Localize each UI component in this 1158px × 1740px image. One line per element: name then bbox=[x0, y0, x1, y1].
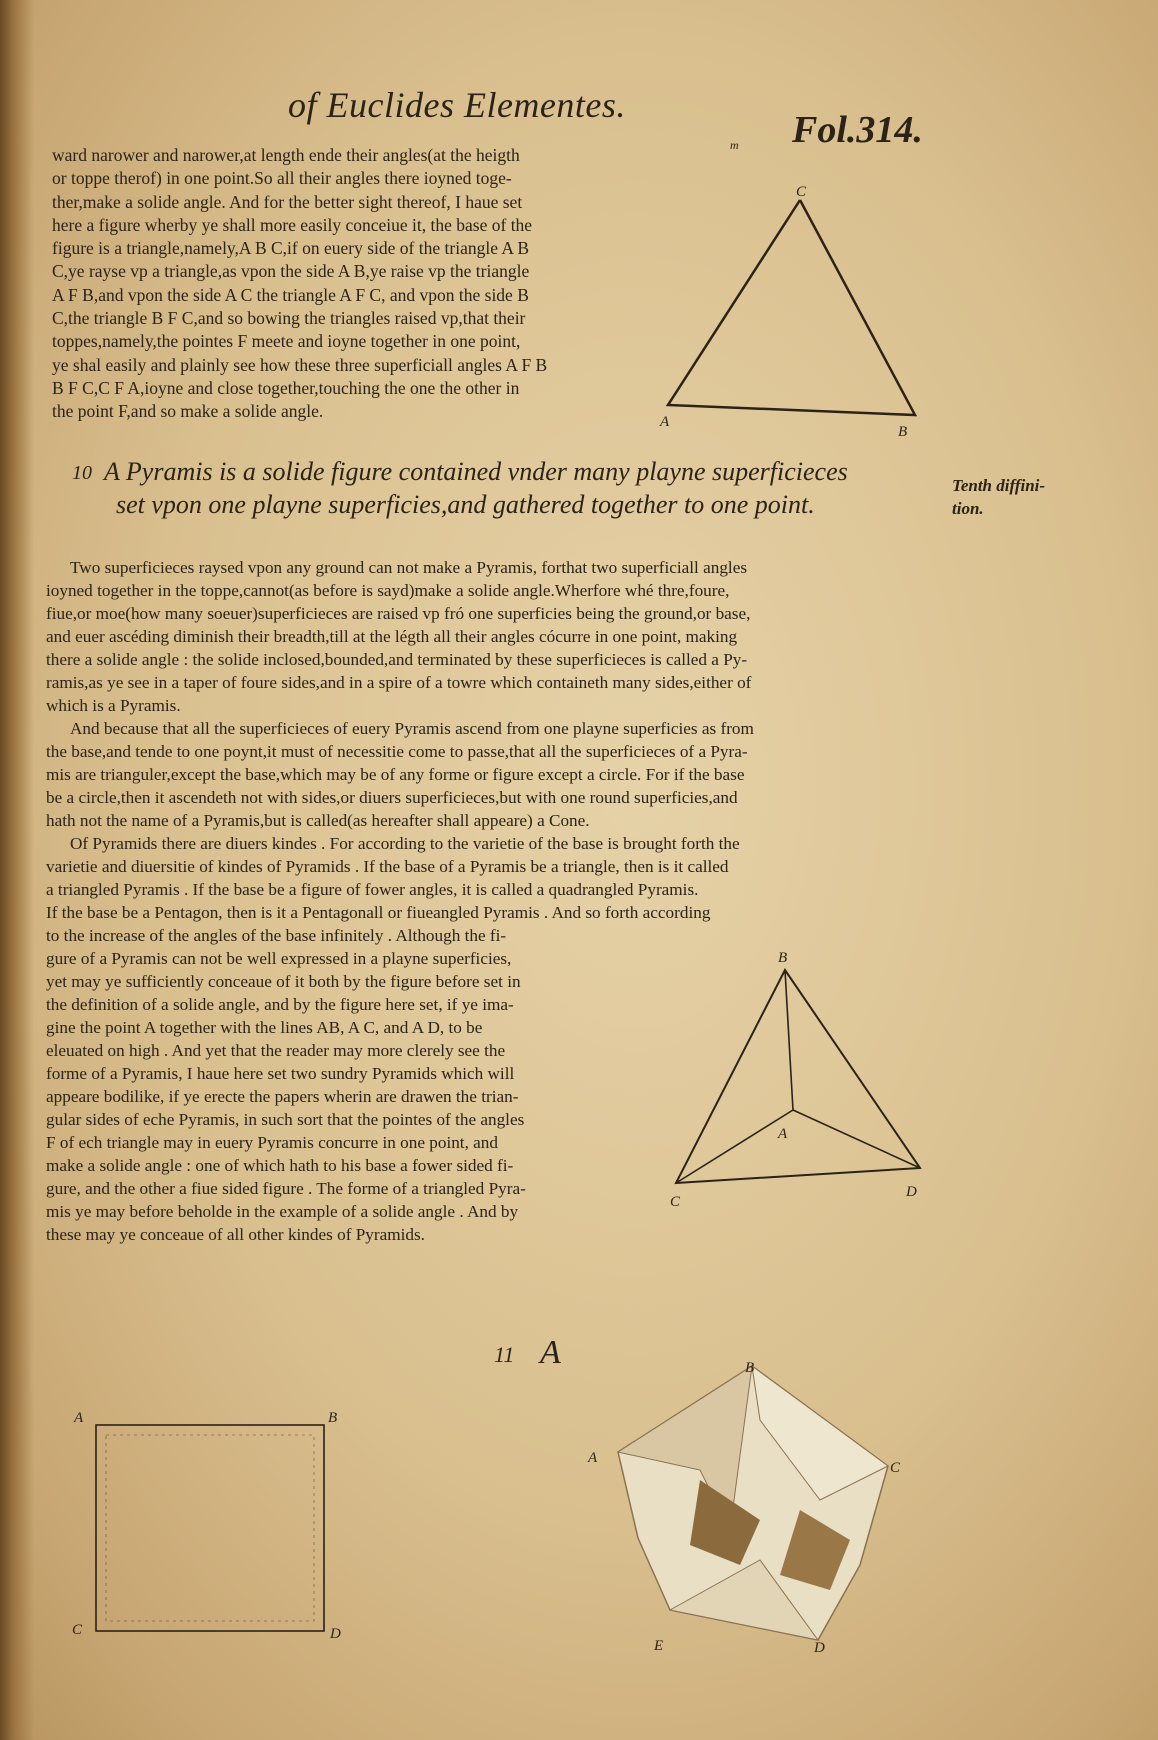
running-head: of Euclides Elementes. bbox=[288, 85, 626, 125]
text-line: ramis,as ye see in a taper of foure sides,and in a spire of a towre which containeth many sides,either of bbox=[46, 673, 752, 692]
text-line: a triangled Pyramis . If the base be a figure of fower angles, it is called a quadrangled Pyramis. bbox=[46, 880, 699, 899]
text-line: gular sides of eche Pyramis, in such sort that the pointes of the angles bbox=[46, 1110, 525, 1129]
text-line: hath not the name of a Pyramis,but is called(as hereafter shall appeare) a Cone. bbox=[46, 811, 590, 830]
figure2-label-center: A bbox=[778, 1126, 788, 1142]
text-line: forme of a Pyramis, I haue here set two sundry Pyramids which will bbox=[46, 1064, 515, 1083]
margin-note-line: tion. bbox=[952, 499, 984, 518]
figure4-label-bottom-left: E bbox=[654, 1638, 664, 1654]
text-line: B F C,C F A,ioyne and close together,touching the one the other in bbox=[52, 377, 520, 398]
text-line: mis ye may before beholde in the example of a solide angle . And by bbox=[46, 1202, 519, 1221]
figure3-label-tl: A bbox=[74, 1410, 84, 1426]
text-line: to the increase of the angles of the base infinitely . Although the fi- bbox=[46, 926, 507, 945]
text-line: Of Pyramids there are diuers kindes . For according to the varietie of the base is brought forth the bbox=[70, 834, 740, 853]
text-line: appeare bodilike, if ye erecte the papers wherin are drawen the trian- bbox=[46, 1087, 519, 1106]
definition-line: set vpon one playne superficies,and gathered together to one point. bbox=[116, 490, 815, 519]
figure3-label-br: D bbox=[330, 1626, 341, 1642]
margin-note-line: Tenth diffini- bbox=[952, 476, 1046, 495]
definition-11-number: 11 bbox=[494, 1342, 515, 1367]
text-line: or toppe therof) in one point.So all their angles there ioyned toge- bbox=[52, 168, 512, 189]
definition-line: A Pyramis is a solide figure contained vnder many playne superficieces bbox=[104, 457, 848, 486]
text-line: yet may ye sufficiently conceaue of it both by the figure before set in bbox=[46, 972, 521, 991]
text-line: If the base be a Pentagon, then is it a Pentagonall or fiueangled Pyramis . And so forth according bbox=[46, 903, 711, 922]
text-line: A F B,and vpon the side A C the triangle A F C, and vpon the side B bbox=[52, 284, 529, 305]
text-line: gine the point A together with the lines AB, A C, and A D, to be bbox=[46, 1018, 483, 1037]
text-line: gure of a Pyramis can not be well expressed in a playne superficies, bbox=[46, 949, 512, 968]
figure1-label-left: A bbox=[660, 414, 670, 430]
text-line: fiue,or moe(how many soeuer)superficieces are raised vp fró one superficies being the ground,or base, bbox=[46, 604, 751, 623]
text-line: ye shal easily and plainly see how these three superficiall angles A F B bbox=[52, 354, 548, 375]
definition-number: 10 bbox=[72, 462, 92, 484]
text-line: here a figure wherby ye shall more easily conceiue it, the base of the bbox=[52, 214, 533, 235]
text-line: ward narower and narower,at length ende their angles(at the heigth bbox=[52, 145, 520, 165]
figure2-label-left: C bbox=[670, 1194, 681, 1210]
text-line: toppes,namely,the pointes F meete and ioyne together in one point, bbox=[52, 331, 521, 352]
text-line: ioyned together in the toppe,cannot(as before is sayd)make a solide angle.Wherfore whé thre,foure, bbox=[46, 581, 730, 600]
figure4-label-left: A bbox=[588, 1450, 598, 1466]
text-line: the point F,and so make a solide angle. bbox=[52, 401, 324, 422]
text-line: figure is a triangle,namely,A B C,if on euery side of the triangle A B bbox=[52, 238, 530, 259]
figure4-label-bottom: D bbox=[814, 1640, 825, 1656]
text-line: Two superficieces raysed vpon any ground can not make a Pyramis, forthat two superficiall angles bbox=[70, 558, 748, 577]
text-line: C,ye rayse vp a triangle,as vpon the side A B,ye raise vp the triangle bbox=[52, 261, 530, 282]
text-line: gure, and the other a fiue sided figure . The forme of a triangled Pyra- bbox=[46, 1179, 526, 1198]
figure4-label-top: B bbox=[745, 1360, 755, 1376]
text-line: the definition of a solide angle, and by the figure here set, if ye ima- bbox=[46, 995, 514, 1014]
text-line: be a circle,then it ascendeth not with sides,or diuers superficieces,but with one round superficies,and bbox=[46, 788, 738, 807]
text-line: the base,and tende to one poynt,it must of necessitie come to passe,that all the superficieces of a Pyra- bbox=[46, 742, 748, 761]
corner-mark: m bbox=[730, 138, 739, 152]
definition-11-initial: A bbox=[540, 1334, 561, 1371]
text-line: And because that all the superficieces of euery Pyramis ascend from one playne superficies as from bbox=[70, 719, 754, 738]
text-line: there a solide angle : the solide inclosed,bounded,and terminated by these superficieces is called a Py- bbox=[46, 650, 748, 669]
text-line: mis are trianguler,except the base,which may be of any forme or figure except a circle. For if the base bbox=[46, 765, 745, 784]
text-line: C,the triangle B F C,and so bowing the triangles raised vp,that their bbox=[52, 308, 526, 329]
figure1-label-top: C bbox=[796, 184, 807, 200]
text-line: make a solide angle : one of which hath to his base a fower sided fi- bbox=[46, 1156, 514, 1175]
text-line: F of ech triangle may in euery Pyramis concurre in one point, and bbox=[46, 1133, 498, 1152]
text-line: these may ye conceaue of all other kindes of Pyramids. bbox=[46, 1225, 425, 1244]
text-line: and euer ascéding diminish their breadth,till at the légth all their angles cócurre in one point, making bbox=[46, 627, 738, 646]
figure2-label-right: D bbox=[906, 1184, 917, 1200]
figure3-label-tr: B bbox=[328, 1410, 338, 1426]
figure2-label-top: B bbox=[778, 950, 788, 966]
text-line: which is a Pyramis. bbox=[46, 696, 181, 715]
folio-number: Fol.314. bbox=[792, 109, 923, 151]
text-line: eleuated on high . And yet that the reader may more clerely see the bbox=[46, 1041, 506, 1060]
text-line: varietie and diuersitie of kindes of Pyramids . If the base of a Pyramis be a triangle, then is it called bbox=[46, 857, 729, 876]
figure4-label-right: C bbox=[890, 1460, 901, 1476]
figure3-label-bl: C bbox=[72, 1622, 83, 1638]
text-line: ther,make a solide angle. And for the better sight thereof, I haue set bbox=[52, 191, 523, 212]
figure1-label-right: B bbox=[898, 424, 908, 440]
